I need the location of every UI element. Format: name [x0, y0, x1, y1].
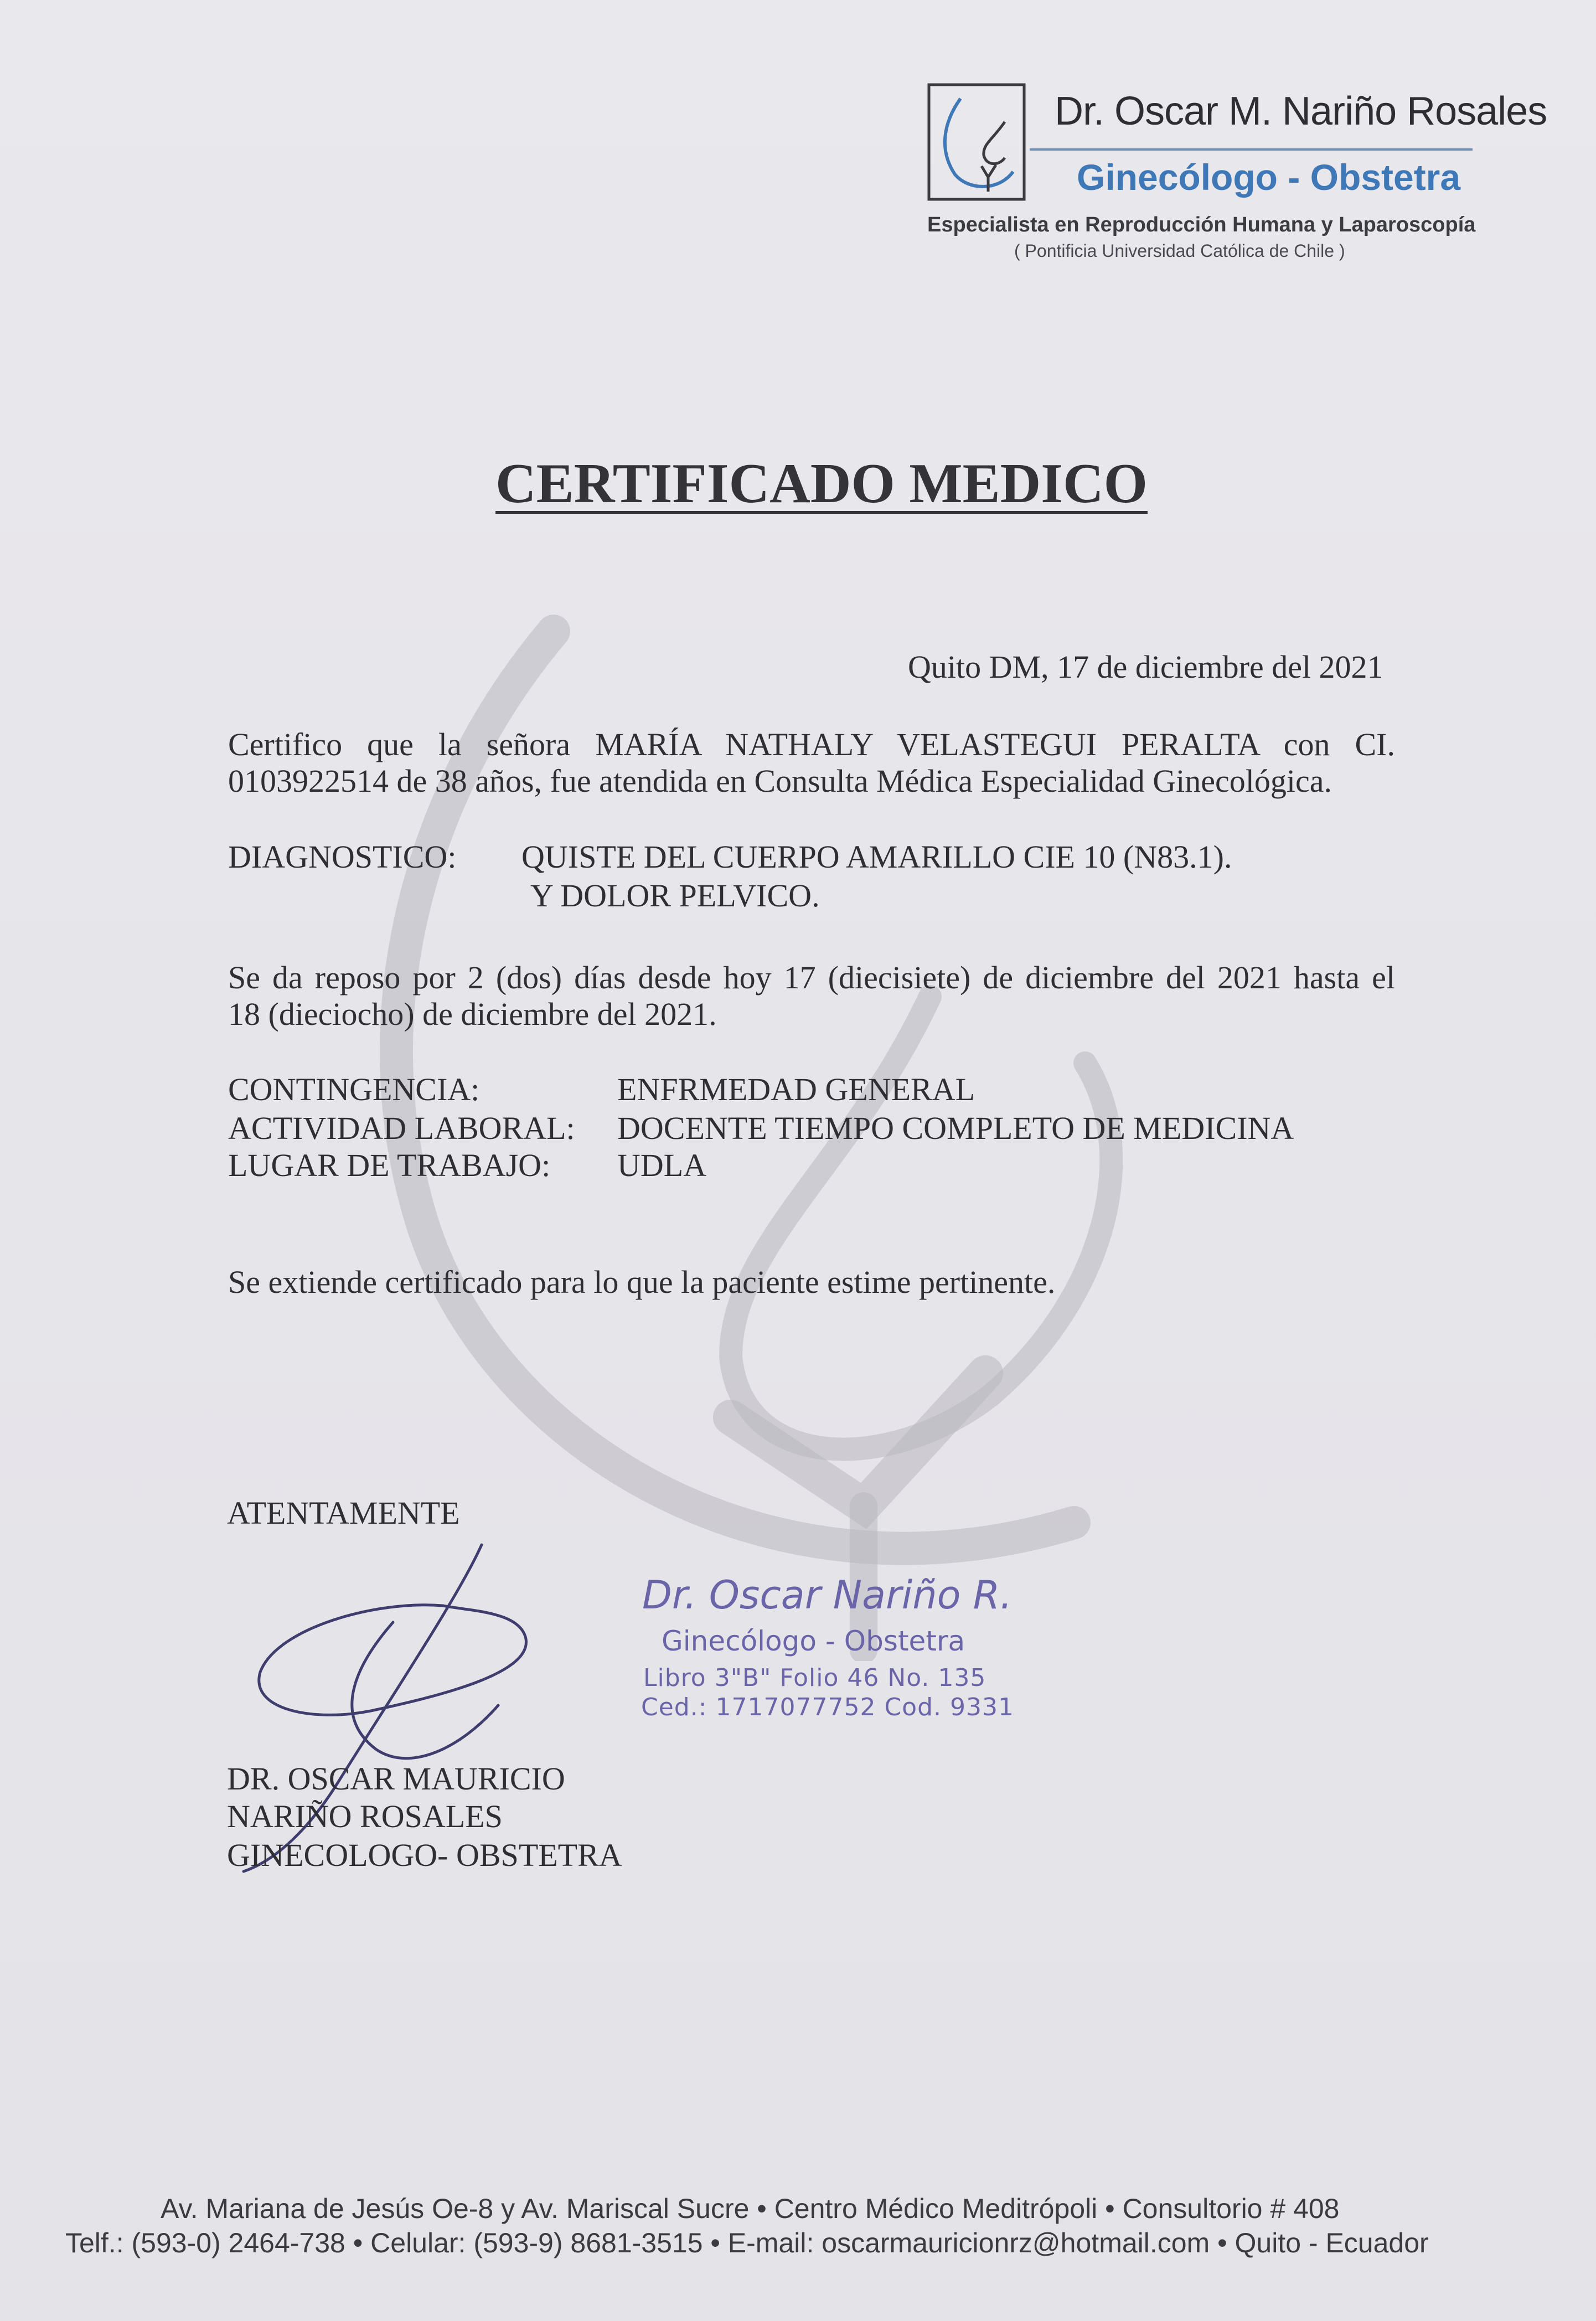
logo-icon — [927, 83, 1026, 201]
footer-contact: Telf.: (593-0) 2464-738 • Celular: (593-9) 8681-3515 • E-mail: oscarmauricionrz@hotmail.com • Quito - Ecuador — [65, 2227, 1429, 2258]
closing-statement: Se extiende certificado para lo que la paciente estime pertinente. — [228, 1264, 1056, 1300]
signer-name-line-2: NARIÑO ROSALES — [227, 1798, 503, 1834]
field-value-contingencia: ENFRMEDAD GENERAL — [617, 1071, 975, 1107]
signer-name-line-1: DR. OSCAR MAURICIO — [227, 1761, 565, 1797]
letterhead-university: ( Pontificia Universidad Católica de Chile ) — [1014, 241, 1345, 261]
letterhead-subtitle: Especialista en Reproducción Humana y Laparoscopía — [927, 213, 1476, 236]
rest-line-1: Se da reposo por 2 (dos) días desde hoy 17 (diecisiete) de diciembre del 2021 hasta el — [228, 960, 1395, 996]
stamp-specialty: Ginecólogo - Obstetra — [662, 1625, 965, 1657]
field-label-lugar: LUGAR DE TRABAJO: — [228, 1147, 551, 1183]
rest-line-2: 18 (dieciocho) de diciembre del 2021. — [228, 996, 717, 1032]
footer-address: Av. Mariana de Jesús Oe-8 y Av. Mariscal Sucre • Centro Médico Meditrópoli • Consultorio # 408 — [161, 2193, 1340, 2224]
diagnosis-line-2: Y DOLOR PELVICO. — [530, 878, 820, 914]
stamp-ids: Ced.: 1717077752 Cod. 9331 — [641, 1693, 1014, 1721]
stamp-name: Dr. Oscar Nariño R. — [642, 1572, 1013, 1618]
certify-line-1: Certifico que la señora MARÍA NATHALY VELASTEGUI PERALTA con CI. — [228, 726, 1395, 762]
certify-line-2: 0103922514 de 38 años, fue atendida en Consulta Médica Especialidad Ginecológica. — [228, 763, 1332, 799]
field-label-contingencia: CONTINGENCIA: — [228, 1071, 480, 1107]
letterhead-specialty: Ginecólogo - Obstetra — [1077, 157, 1461, 198]
place-date: Quito DM, 17 de diciembre del 2021 — [908, 649, 1383, 685]
document-title: CERTIFICADO MEDICO — [495, 452, 1148, 515]
diagnosis-line-1: QUISTE DEL CUERPO AMARILLO CIE 10 (N83.1). — [521, 839, 1232, 875]
letterhead-divider — [1030, 148, 1473, 151]
field-label-actividad: ACTIVIDAD LABORAL: — [228, 1110, 575, 1146]
diagnosis-label: DIAGNOSTICO: — [228, 839, 457, 875]
field-value-lugar: UDLA — [617, 1147, 707, 1183]
signer-title: GINECOLOGO- OBSTETRA — [227, 1837, 622, 1873]
field-value-actividad: DOCENTE TIEMPO COMPLETO DE MEDICINA — [617, 1110, 1294, 1146]
salutation: ATENTAMENTE — [227, 1495, 460, 1531]
letterhead-doctor-name: Dr. Oscar M. Nariño Rosales — [1055, 89, 1547, 133]
stamp-registry: Libro 3"B" Folio 46 No. 135 — [643, 1664, 986, 1692]
